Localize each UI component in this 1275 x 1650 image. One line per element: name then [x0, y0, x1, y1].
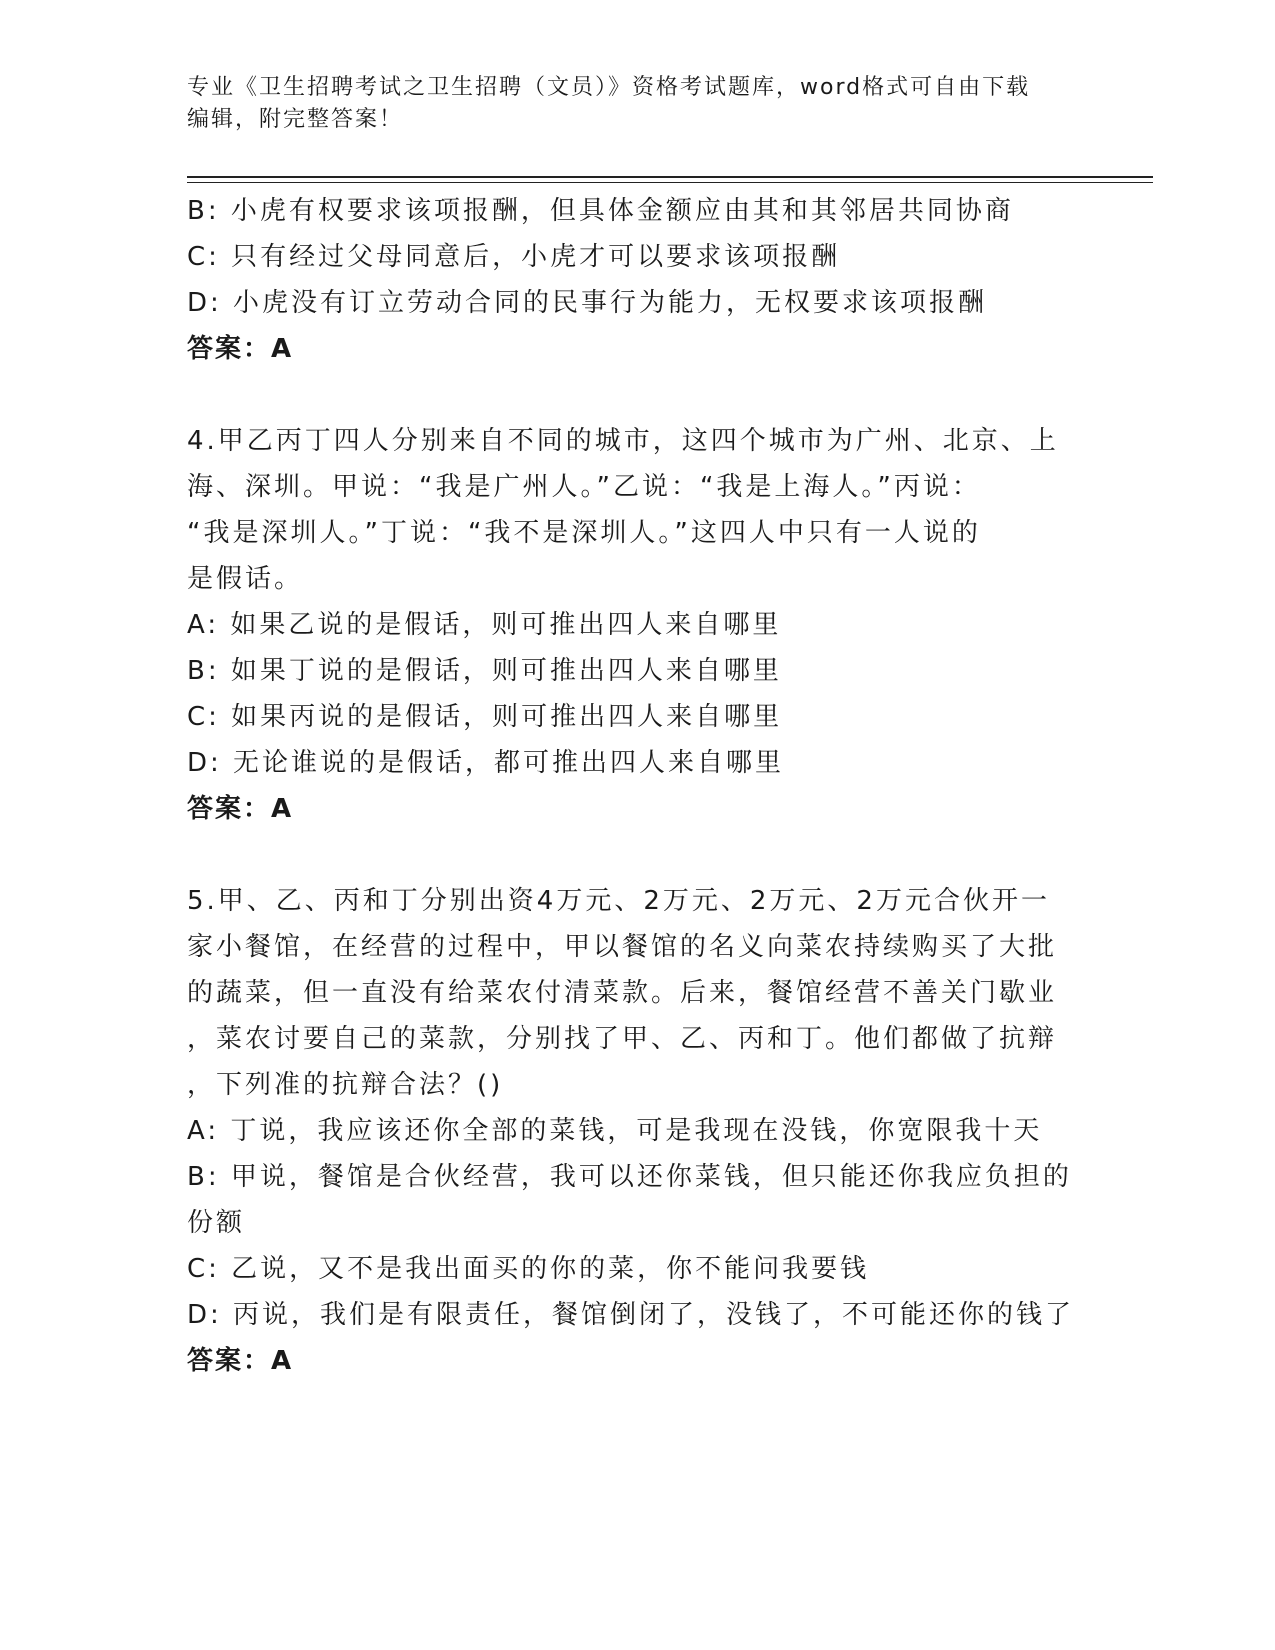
- q5-stem-line-1: 5.甲、乙、丙和丁分别出资4万元、2万元、2万元、2万元合伙开一: [187, 886, 1050, 916]
- q3-option-b: B: 小虎有权要求该项报酬，但具体金额应由其和其邻居共同协商: [187, 196, 1014, 226]
- q4-stem-line-4: 是假话。: [187, 564, 304, 594]
- q4-stem-line-2: 海、深圳。甲说：“我是广州人。”乙说：“我是上海人。”丙说：: [187, 472, 981, 502]
- q4-stem-line-3: “我是深圳人。”丁说：“我不是深圳人。”这四人中只有一人说的: [187, 518, 981, 548]
- spacer: [187, 372, 1087, 418]
- question-content: [187, 188, 1087, 1384]
- header-rule-thick: [187, 176, 1153, 178]
- q5-stem-line-3: 的蔬菜，但一直没有给菜农付清菜款。后来，餐馆经营不善关门歇业: [187, 978, 1058, 1008]
- q5-option-c: C: 乙说，又不是我出面买的你的菜，你不能问我要钱: [187, 1254, 870, 1284]
- q5-stem-line-4: ，菜农讨要自己的菜款，分别找了甲、乙、丙和丁。他们都做了抗辩: [187, 1024, 1058, 1054]
- q5-option-d: D: 丙说，我们是有限责任，餐馆倒闭了，没钱了，不可能还你的钱了: [187, 1300, 1075, 1330]
- question-4: [187, 418, 1087, 832]
- q4-stem-line-1: 4.甲乙丙丁四人分别来自不同的城市，这四个城市为广州、北京、上: [187, 426, 1059, 456]
- q3-option-d: D: 小虎没有订立劳动合同的民事行为能力，无权要求该项报酬: [187, 288, 988, 318]
- q4-option-c: C: 如果丙说的是假话，则可推出四人来自哪里: [187, 702, 783, 732]
- header-rule-thin: [187, 182, 1153, 183]
- header-line-1: 专业《卫生招聘考试之卫生招聘（文员）》资格考试题库，word格式可自由下载: [187, 75, 1031, 100]
- q4-option-b: B: 如果丁说的是假话，则可推出四人来自哪里: [187, 656, 782, 686]
- document-header: [187, 72, 1087, 136]
- q4-answer: 答案：A: [187, 794, 294, 824]
- q5-option-b-line-1: B: 甲说，餐馆是合伙经营，我可以还你菜钱，但只能还你我应负担的: [187, 1162, 1072, 1192]
- q3-answer: 答案：A: [187, 334, 294, 364]
- question-3: [187, 188, 1087, 372]
- spacer: [187, 832, 1087, 878]
- q5-stem-line-5: ，下列准的抗辩合法？(): [187, 1070, 504, 1100]
- q5-option-a: A: 丁说，我应该还你全部的菜钱，可是我现在没钱，你宽限我十天: [187, 1116, 1043, 1146]
- q4-option-d: D: 无论谁说的是假话，都可推出四人来自哪里: [187, 748, 785, 778]
- q5-answer: 答案：A: [187, 1346, 294, 1376]
- q5-option-b-line-2: 份额: [187, 1208, 246, 1238]
- header-line-2: 编辑，附完整答案！: [187, 107, 404, 132]
- q5-stem-line-2: 家小餐馆，在经营的过程中，甲以餐馆的名义向菜农持续购买了大批: [187, 932, 1058, 962]
- q4-option-a: A: 如果乙说的是假话，则可推出四人来自哪里: [187, 610, 782, 640]
- question-5: [187, 878, 1087, 1384]
- q3-option-c: C: 只有经过父母同意后，小虎才可以要求该项报酬: [187, 242, 841, 272]
